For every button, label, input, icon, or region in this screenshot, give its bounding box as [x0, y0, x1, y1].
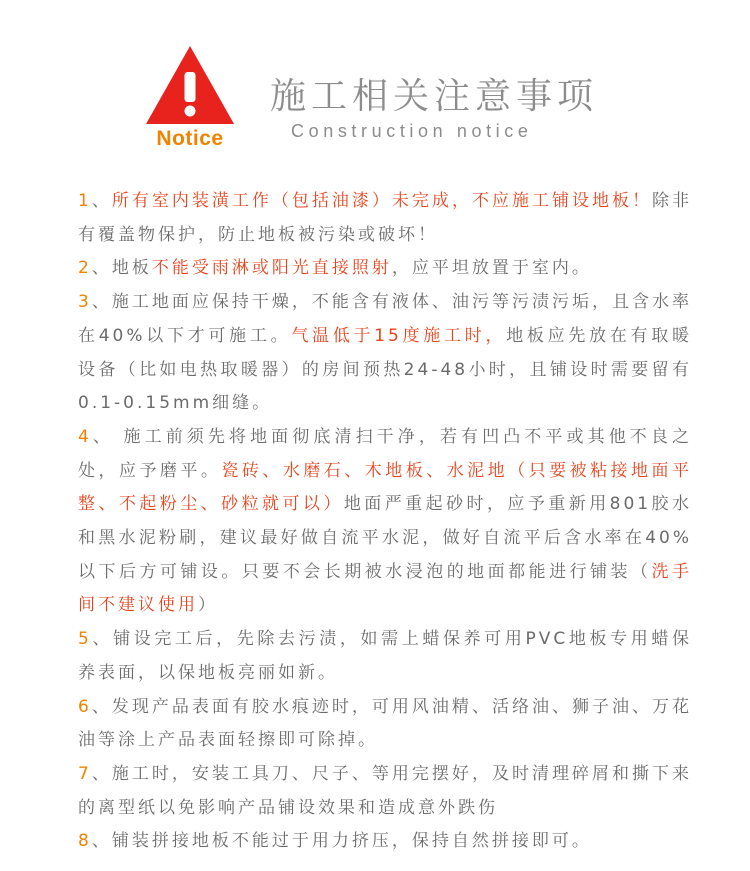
- notice-header: [0, 0, 750, 170]
- item-number: 7: [78, 763, 92, 784]
- notice-item: [78, 825, 692, 859]
- body-text: 、铺设完工后，先除去污渍，如需上蜡保养可用PVC地板专用蜡保养表面，以保地板亮丽如新。: [78, 629, 692, 683]
- notice-label: Notice: [156, 127, 224, 150]
- body-text: 地面严重起砂时，应予重新用801胶水和黑水泥粉刷，建议最好做自流平水泥，做好自流平后含水率在40%以下后方可铺设。只要不会长期被水浸泡的地面都能进行铺装（: [78, 494, 692, 582]
- body-text: 、铺装拼接地板不能过于用力挤压，保持自然拼接即可。: [91, 831, 592, 852]
- notice-item: [78, 421, 692, 623]
- notice-item: [78, 252, 692, 286]
- notice-item: [78, 758, 692, 825]
- item-number: 2: [78, 258, 92, 279]
- notice-item: [78, 286, 692, 421]
- item-number: 1: [78, 191, 92, 211]
- body-text: 、施工地面应保持干燥，不能含有液体、油污等污渍污垢，且含水率在40%以下才可施工。: [78, 292, 692, 346]
- item-number: 6: [78, 696, 92, 717]
- body-text: 、发现产品表面有胶水痕迹时，可用风油精、活络油、狮子油、万花油等涂上产品表面轻擦即可除掉。: [78, 696, 692, 751]
- highlight-text: 洗手间不建议使用: [78, 561, 693, 616]
- highlight-text: 不能受雨淋或阳光直接照射: [151, 258, 392, 279]
- notice-list: [78, 185, 692, 859]
- item-number: 4: [78, 426, 92, 447]
- item-number: 3: [78, 292, 92, 313]
- highlight-text: 瓷砖、水磨石、木地板、水泥地（只要被粘接地面平整、不起粉尘、砂粒就可以）: [78, 460, 693, 515]
- body-text: 、地板: [91, 258, 152, 279]
- page-subtitle: Construction notice: [291, 121, 533, 141]
- notice-item: [78, 623, 692, 690]
- body-text: 地板应先放在有取暖设备（比如电热取暖器）的房间预热24-48小时，且铺设时需要留有0.1-0.15mm细缝。: [78, 325, 692, 414]
- notice-item: [78, 185, 692, 252]
- item-number: 5: [78, 629, 92, 650]
- highlight-text: 气温低于15度施工时，: [291, 325, 507, 346]
- body-text: ）: [198, 595, 218, 616]
- notice-item: [78, 691, 692, 758]
- body-text: 、: [91, 191, 112, 211]
- body-text: 除非有覆盖物保护，防止地板被污染或破坏！: [78, 191, 693, 245]
- warning-triangle-icon: [144, 44, 236, 126]
- body-text: 、施工时，安装工具刀、尺子、等用完摆好，及时清理碎屑和撕下来的离型纸以免影响产品铺设效果和造成意外跌伤: [78, 763, 692, 818]
- highlight-text: 所有室内装潢工作（包括油漆）未完成，不应施工铺设地板！: [111, 191, 652, 211]
- page-title: 施工相关注意事项: [270, 76, 599, 117]
- item-number: 8: [78, 831, 92, 852]
- body-text: ，应平坦放置于室内。: [391, 258, 592, 279]
- body-text: 、 施工前须先将地面彻底清扫干净，若有凹凸不平或其他不良之处，应予磨平。: [78, 426, 692, 481]
